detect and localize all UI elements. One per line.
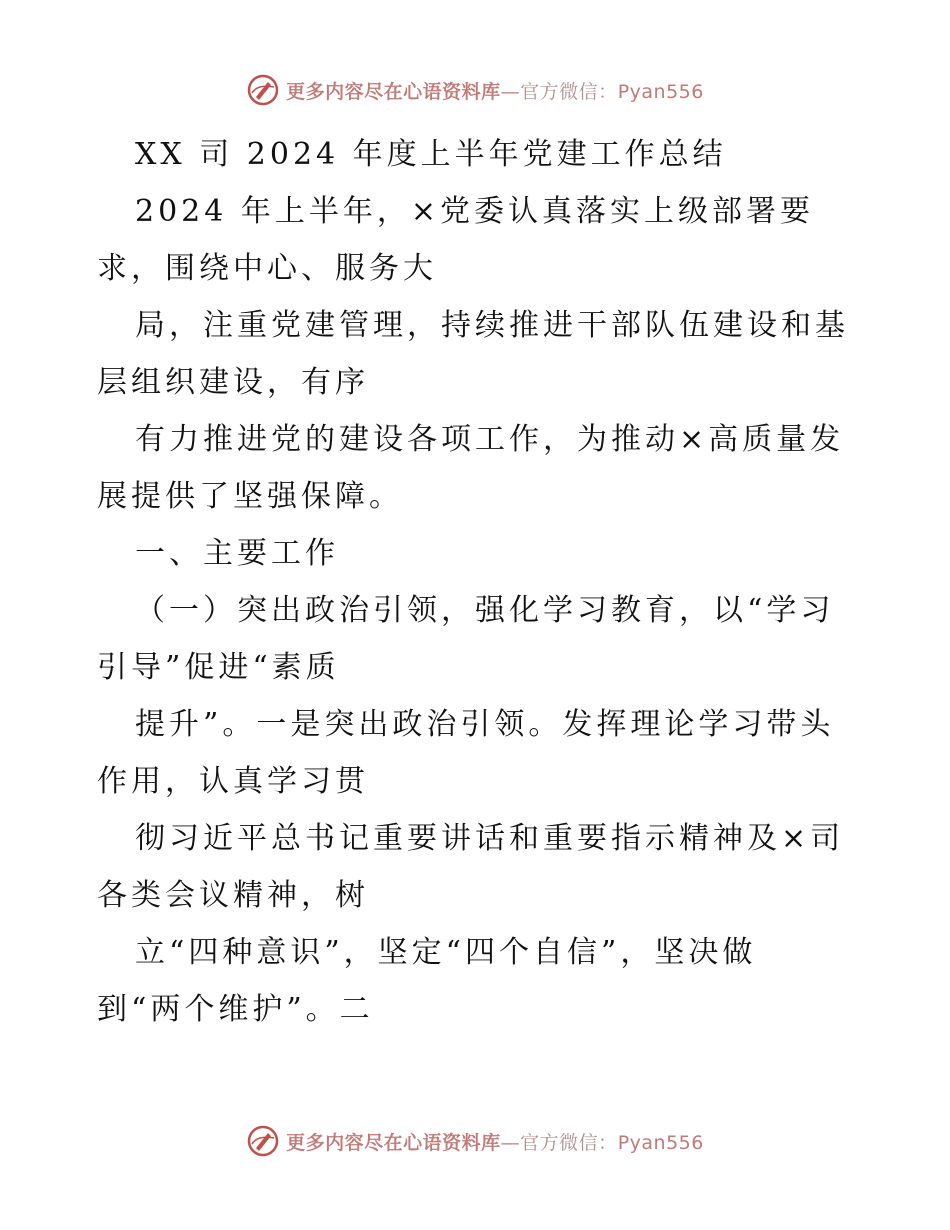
footer-watermark xyxy=(0,1121,950,1161)
watermark-official: 官方微信： xyxy=(520,80,618,103)
document-line: 立“四种意识”，坚定“四个自信”，坚决做 xyxy=(135,935,757,970)
document-line: 提升”。一是突出政治引领。发挥理论学习带头 xyxy=(135,707,835,742)
watermark-text xyxy=(286,77,704,104)
watermark-id: Pyan556 xyxy=(617,1131,704,1154)
document-line: 引导”促进“素质 xyxy=(97,650,340,685)
document-line: 彻习近平总书记重要讲话和重要指示精神及×司 xyxy=(135,821,845,856)
document-line: 有力推进党的建设各项工作，为推动×高质量发 xyxy=(135,422,845,457)
pen-logo-icon xyxy=(246,1124,280,1158)
document-line: 各类会议精神，树 xyxy=(97,878,369,913)
document-line: 展提供了坚强保障。 xyxy=(97,479,403,514)
watermark-brand: 更多内容尽在心语资料库 xyxy=(286,80,501,103)
document-body xyxy=(97,126,857,1038)
watermark-brand: 更多内容尽在心语资料库 xyxy=(286,1131,501,1154)
document-line: 求，围绕中心、服务大 xyxy=(97,251,437,286)
document-line: （一）突出政治引领，强化学习教育，以“学习 xyxy=(135,593,835,628)
document-line: 2024 年上半年，×党委认真落实上级部署要 xyxy=(135,194,815,229)
watermark-separator: — xyxy=(500,1131,521,1154)
watermark-separator: — xyxy=(500,80,521,103)
watermark-text xyxy=(286,1128,704,1155)
document-line: 到“两个维护”。二 xyxy=(97,992,374,1027)
header-watermark xyxy=(0,70,950,110)
document-line: 局，注重党建管理，持续推进干部队伍建设和基 xyxy=(135,308,849,343)
watermark-group xyxy=(246,73,704,107)
watermark-official: 官方微信： xyxy=(520,1131,618,1154)
document-line: 一、主要工作 xyxy=(135,536,339,571)
watermark-group xyxy=(246,1124,704,1158)
document-line: XX 司 2024 年度上半年党建工作总结 xyxy=(135,137,727,172)
document-line: 层组织建设，有序 xyxy=(97,365,369,400)
pen-logo-icon xyxy=(246,73,280,107)
watermark-id: Pyan556 xyxy=(617,80,704,103)
document-line: 作用，认真学习贯 xyxy=(97,764,369,799)
